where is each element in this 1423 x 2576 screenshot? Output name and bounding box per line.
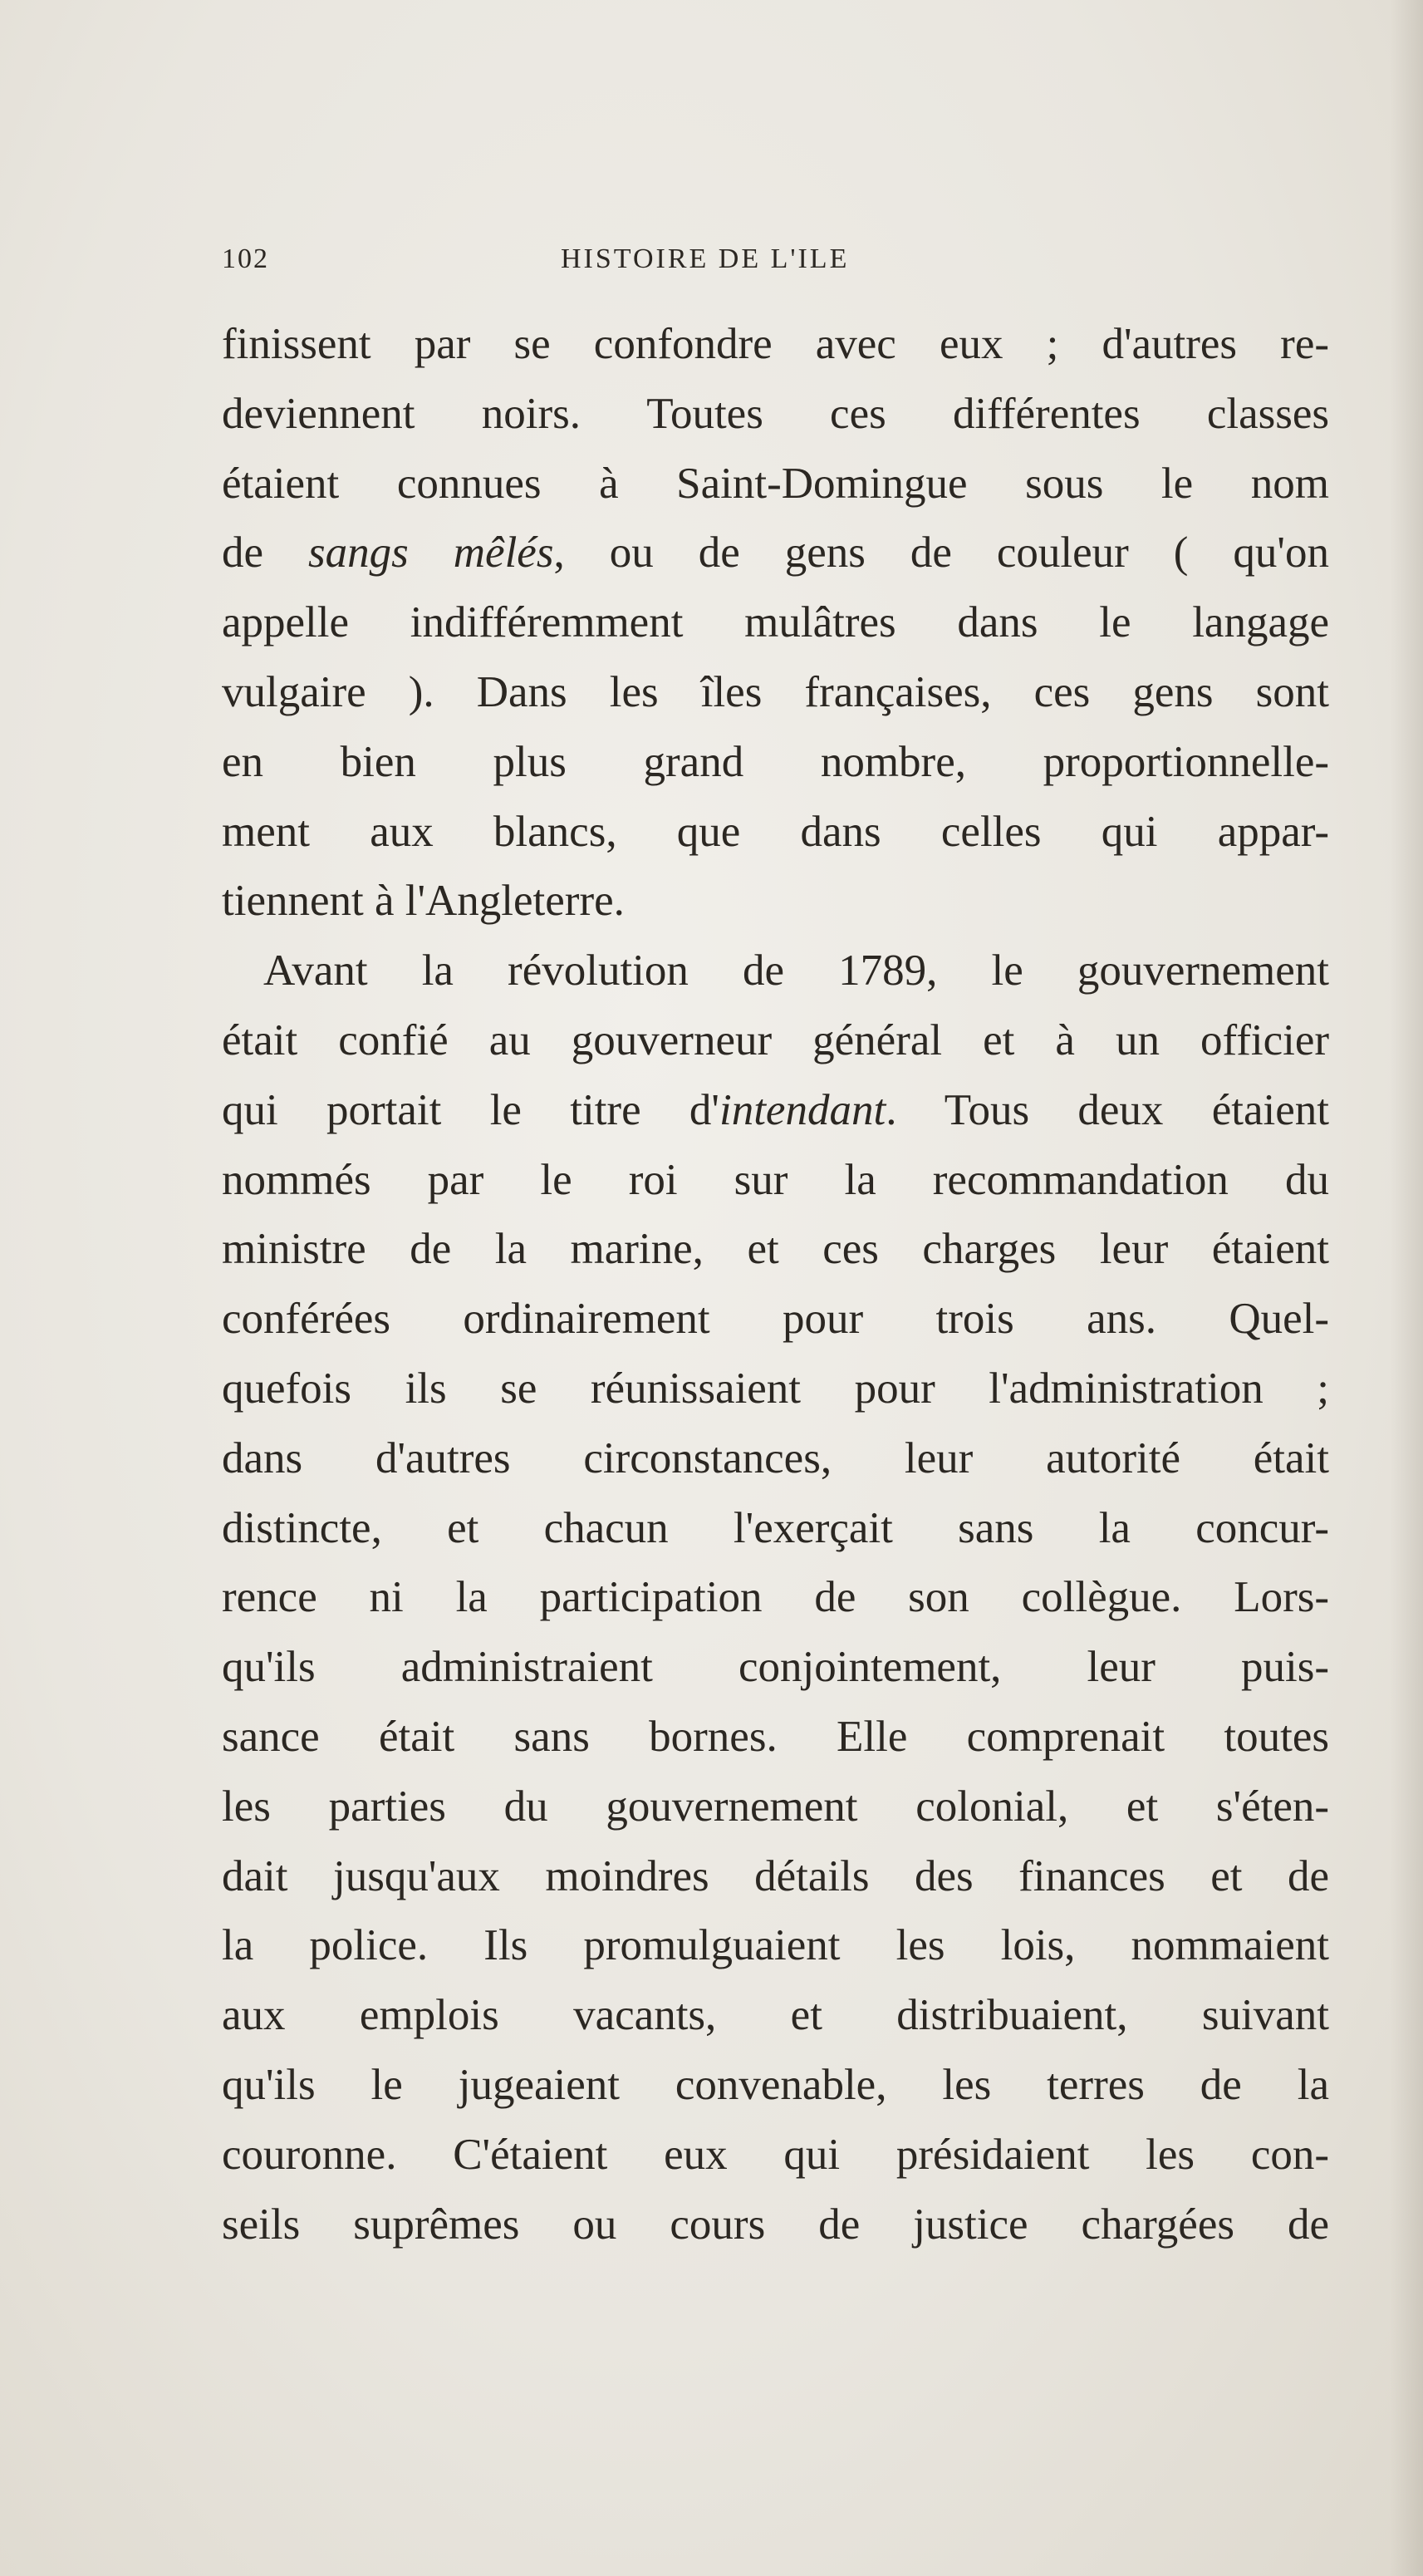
text-line: en bien plus grand nombre, proportionnelle- — [222, 737, 1329, 786]
text-line: vulgaire ). Dans les îles françaises, ces gens sont — [222, 667, 1329, 716]
text-line: sance était sans bornes. Elle comprenait toutes — [222, 1712, 1329, 1761]
text-line: ministre de la marine, et ces charges leur étaient — [222, 1225, 1329, 1274]
text-line: les parties du gouvernement colonial, et s'éten- — [222, 1782, 1329, 1831]
text-line: appelle indifféremment mulâtres dans le langage — [222, 598, 1329, 647]
text-line: qu'ils administraient conjointement, leur puis- — [222, 1643, 1329, 1692]
text-segment: , ou de gens de couleur ( qu'on — [553, 528, 1329, 578]
text-line: Avant la révolution de 1789, le gouvernement — [263, 946, 1329, 995]
italic-term: sangs mêlés — [308, 528, 554, 578]
running-title: HISTOIRE DE L'ILE — [561, 243, 850, 274]
text-segment: de — [222, 528, 309, 578]
text-line: étaient connues à Saint-Domingue sous le nom — [222, 459, 1329, 508]
text-line: la police. Ils promulguaient les lois, nommaient — [222, 1921, 1329, 1970]
text-line: finissent par se confondre avec eux ; d'autres re- — [222, 320, 1329, 368]
text-line — [222, 519, 1329, 588]
text-line: tiennent à l'Angleterre. — [222, 877, 625, 926]
text-line: dait jusqu'aux moindres détails des finances et de — [222, 1851, 1329, 1900]
page-number: 102 — [222, 243, 269, 274]
text-line: était confié au gouverneur général et à un officier — [222, 1015, 1329, 1064]
text-line: distincte, et chacun l'exerçait sans la concur- — [222, 1503, 1329, 1552]
text-line: conférées ordinairement pour trois ans. Quel- — [222, 1295, 1329, 1344]
running-header — [222, 243, 1329, 283]
text-line: deviennent noirs. Toutes ces différentes classes — [222, 389, 1329, 438]
text-line: quefois ils se réunissaient pour l'administration ; — [222, 1364, 1329, 1413]
body-text — [222, 310, 1329, 2259]
text-line: couronne. C'étaient eux qui présidaient les con- — [222, 2130, 1329, 2179]
text-line — [222, 1076, 1329, 1146]
italic-term: intendant — [719, 1085, 886, 1134]
text-line: rence ni la participation de son collègue. Lors- — [222, 1573, 1329, 1622]
text-segment: qui portait le titre d' — [222, 1085, 719, 1134]
text-line: ment aux blancs, que dans celles qui appar- — [222, 807, 1329, 856]
text-line: qu'ils le jugeaient convenable, les terres de la — [222, 2060, 1329, 2109]
text-line: dans d'autres circonstances, leur autorité était — [222, 1433, 1329, 1482]
text-line: aux emplois vacants, et distribuaient, suivant — [222, 1991, 1329, 2040]
page-edge-shadow — [1390, 0, 1423, 2576]
text-line: nommés par le roi sur la recommandation du — [222, 1155, 1329, 1204]
text-line: seils suprêmes ou cours de justice chargées de — [222, 2200, 1329, 2249]
text-segment: . Tous deux étaient — [886, 1085, 1329, 1134]
